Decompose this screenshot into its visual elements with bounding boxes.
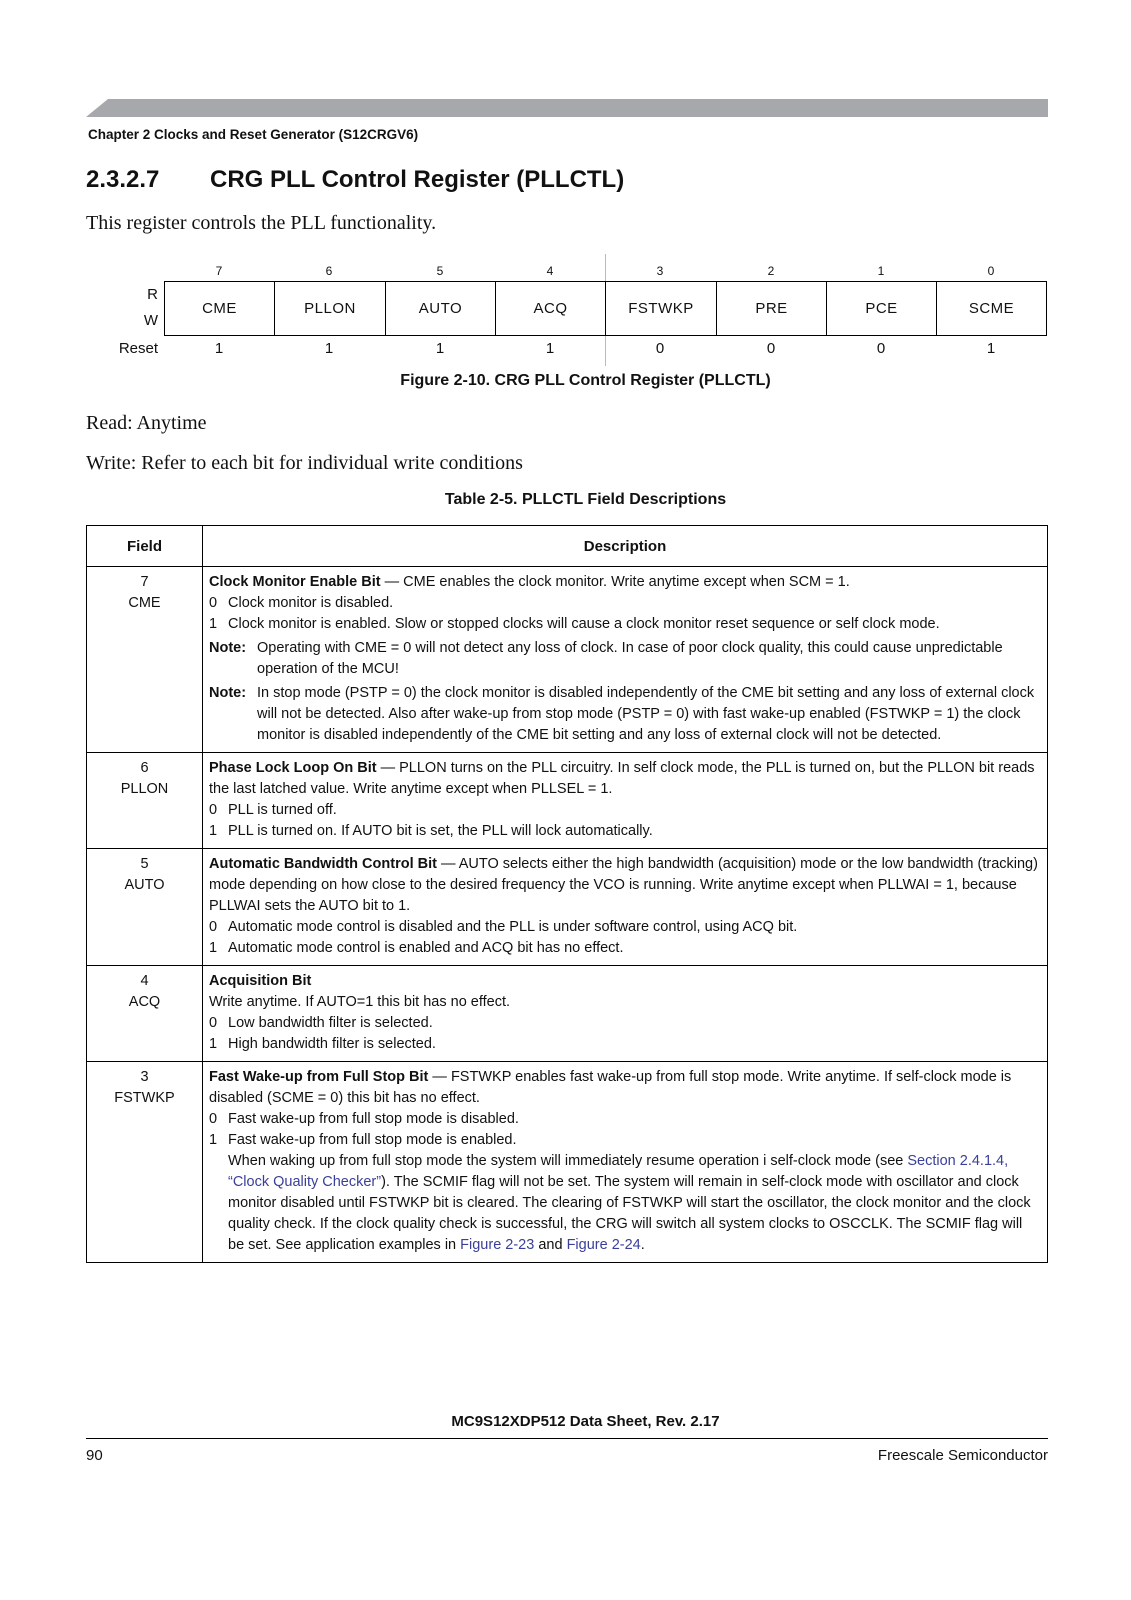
option-text: Fast wake-up from full stop mode is enabled. [228,1132,517,1148]
option-text: Automatic mode control is disabled and the PLL is under software control, using ACQ bit. [228,919,798,935]
reset-label: Reset [118,340,158,357]
section-title: CRG PLL Control Register (PLLCTL) [210,166,625,193]
read-label: R [147,286,158,303]
field-cell [87,849,203,966]
register-bit-cme: CME [165,282,275,335]
field-name: PLLON [120,781,169,797]
reset-value: 0 [766,340,776,357]
bit-number: 5 [436,264,444,278]
table-row [87,753,1048,849]
field-name: FSTWKP [114,1090,175,1106]
description-column-header: Description [203,526,1048,567]
field-cell [87,966,203,1062]
reset-value: 1 [214,340,224,357]
section-link[interactable]: Section 2.4.1.4, “Clock Quality Checker” [228,1153,1009,1190]
field-name: ACQ [128,994,161,1010]
register-bit-pre: PRE [717,282,827,335]
reset-value: 1 [435,340,445,357]
field-text: — AUTO selects either the high bandwidth (acquisition) mode or the low bandwidth (tracking) mode depending on how close to the desired frequency the VCO is running. Write anytime except when PLLWAI = 1, because PLLWAI sets the AUTO bit to 1. [209,856,1038,914]
note-text: Operating with CME = 0 will not detect any loss of clock. In case of poor clock quality, this could cause unpredictable operation of the MCU! [257,640,1003,677]
bit-number: 7 [215,264,223,278]
field-bit: 3 [140,1069,149,1085]
footer-divider [86,1438,1048,1439]
option-key: 1 [209,1036,218,1052]
field-name: AUTO [124,877,165,893]
description-cell [203,966,1048,1062]
option-text: Clock monitor is enabled. Slow or stopped clocks will cause a clock monitor reset sequence or self clock mode. [228,616,940,632]
description-cell [203,849,1048,966]
header-bar [86,99,1048,117]
field-bit: 5 [140,856,149,872]
option-text: PLL is turned off. [228,802,337,818]
write-label: W [143,312,158,329]
reset-value: 0 [655,340,665,357]
register-bit-pllon: PLLON [275,282,386,335]
reset-value: 1 [545,340,555,357]
field-cell [87,753,203,849]
figure-caption: Figure 2-10. CRG PLL Control Register (PLLCTL) [400,372,771,389]
option-key: 0 [209,919,218,935]
field-title: Acquisition Bit [209,973,312,989]
note-label: Note: [209,685,247,701]
option-text: PLL is turned on. If AUTO bit is set, the PLL will lock automatically. [228,823,653,839]
option-key: 1 [209,940,218,956]
bit-number: 2 [767,264,775,278]
table-row [87,966,1048,1062]
option-key: 1 [209,616,218,632]
option-key: 0 [209,595,218,611]
option-key: 1 [209,1132,218,1148]
reset-value: 1 [986,340,996,357]
note-label: Note: [209,640,247,656]
description-cell [203,1062,1048,1263]
table-caption: Table 2-5. PLLCTL Field Descriptions [444,491,727,508]
field-title: Automatic Bandwidth Control Bit [209,856,437,872]
document-title: MC9S12XDP512 Data Sheet, Rev. 2.17 [451,1413,720,1430]
table-header-row [87,526,1048,567]
fstwkp-detail: When waking up from full stop mode the system will immediately resume operation i self-clock mode (see Section 2.4.1.4, “Clock Quality Checker”). The SCMIF flag will not be set. The system will remain in self-clock mode with oscillator and clock monitor disabled until FSTWKP bit is cleared. The clearing of FSTWKP will start the oscillator, the clock monitor and the clock quality check. If the clock quality check is successful, the CRG will switch all system clocks to OSCCLK. The SCMIF flag will be set. See application examples in Figure 2-23 and Figure 2-24. [228,1153,1031,1253]
intro-text: This register controls the PLL functionality. [86,212,437,234]
write-access: Write: Refer to each bit for individual write conditions [86,452,523,474]
bit-number: 6 [325,264,333,278]
note-text: In stop mode (PSTP = 0) the clock monitor is disabled independently of the CME bit setting and any loss of external clock will not be detected. Also after wake-up from stop mode (PSTP = 0) with fast wake-up enabled (FSTWKP = 1) the clock monitor is disabled independently of the CME bit setting and any loss of external clock will not be detected. [257,685,1035,743]
description-cell [203,753,1048,849]
option-key: 0 [209,1111,218,1127]
field-descriptions-table [86,525,1048,1263]
table-row [87,1062,1048,1263]
bit-number: 3 [656,264,664,278]
option-text: Low bandwidth filter is selected. [228,1015,433,1031]
register-bit-auto: AUTO [386,282,496,335]
register-bit-acq: ACQ [496,282,606,335]
option-key: 1 [209,823,218,839]
field-column-header: Field [87,526,203,567]
section-heading [86,166,624,194]
field-title: Phase Lock Loop On Bit [209,760,377,776]
field-cell [87,1062,203,1263]
field-name: CME [128,595,161,611]
field-cell [87,567,203,753]
option-text: Automatic mode control is enabled and ACQ bit has no effect. [228,940,624,956]
figure-link[interactable]: Figure 2-23 [460,1237,535,1253]
field-text: — FSTWKP enables fast wake-up from full stop mode. Write anytime. If self-clock mode is disabled (SCME = 0) this bit has no effect. [209,1069,1012,1106]
field-bit: 6 [140,760,149,776]
bit-number: 0 [987,264,995,278]
register-bit-pce: PCE [827,282,937,335]
section-number: 2.3.2.7 [86,166,160,193]
table-row [87,849,1048,966]
field-bit: 4 [140,973,149,989]
description-cell [203,567,1048,753]
company-name: Freescale Semiconductor [877,1447,1048,1464]
field-bit: 7 [140,574,149,590]
option-text: Clock monitor is disabled. [228,595,394,611]
field-text: — CME enables the clock monitor. Write anytime except when SCM = 1. [380,574,850,590]
field-text: — PLLON turns on the PLL circuitry. In self clock mode, the PLL is turned on, but the PLLON bit reads the last latched value. Write anytime except when PLLSEL = 1. [209,760,1035,797]
reset-value: 0 [876,340,886,357]
bit-number: 1 [877,264,885,278]
register-bits [164,281,1047,336]
option-key: 0 [209,1015,218,1031]
reset-value: 1 [324,340,334,357]
read-access: Read: Anytime [86,412,207,434]
option-key: 0 [209,802,218,818]
register-bit-scme: SCME [968,300,1015,317]
field-text: Write anytime. If AUTO=1 this bit has no effect. [209,994,511,1010]
page-number: 90 [86,1447,103,1464]
option-text: Fast wake-up from full stop mode is disabled. [228,1111,519,1127]
register-bit-fstwkp: FSTWKP [606,282,717,335]
bit-number: 4 [546,264,554,278]
field-title: Clock Monitor Enable Bit [209,574,381,590]
option-text: High bandwidth filter is selected. [228,1036,436,1052]
table-row [87,567,1048,753]
chapter-title: Chapter 2 Clocks and Reset Generator (S12CRGV6) [88,127,419,142]
figure-link[interactable]: Figure 2-24 [566,1237,641,1253]
field-title: Fast Wake-up from Full Stop Bit [209,1069,429,1085]
